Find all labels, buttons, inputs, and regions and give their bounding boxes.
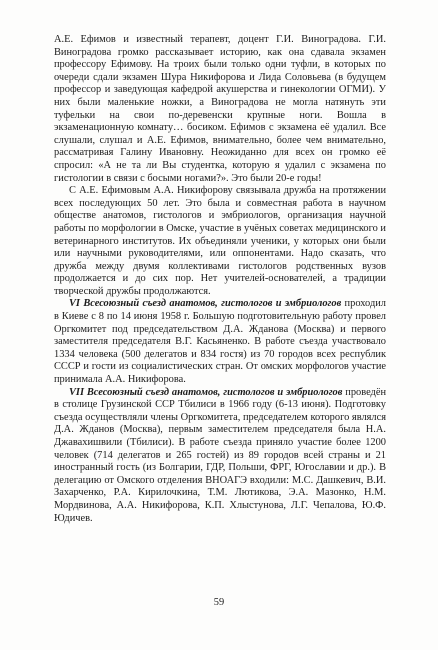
body-text bbox=[54, 34, 386, 525]
seventh-congress-heading: VII Всесоюзный съезд анатомов, гистологов и эмбриологов bbox=[69, 386, 343, 398]
paragraph-seventh-congress bbox=[54, 387, 386, 526]
paragraph-friendship: С А.Е. Ефимовым А.А. Никифорову связывала дружба на протяжении всех последующих 50 лет. Это была и совместная работа в научном обществе анатомов, гистологов и эмбриологов, организация научной работы по морфологии в Омске, участие в учёных советах медицинского и ветеринарного институтов. Их объединяли ученики, у которых они были или научными руководителями, или оппонентами. Надо сказать, что дружба между двумя коллективами гистологов родственных вузов продолжается и до сих пор. Нет учителей-основателей, а традиции творческой дружбы продолжаются. bbox=[54, 185, 386, 297]
page-number: 59 bbox=[213, 597, 225, 608]
paragraph-exam-story: А.Е. Ефимов и известный терапевт, доцент Г.И. Виноградова. Г.И. Виноградова громко рассказывает историю, как она сдавала экзамен профессору Ефимову. На троих были только одни туфли, в которых по очереди сдали экзамен Шура Никифорова и Лида Соловьева (в будущем профессор и заведующая кафедрой акушерства и гинекологии ОГМИ). У них были маленькие ножки, а Виноградова не могла натянуть эти туфельки на свои по-деревенски крупные ноги. Вошла в экзаменационную комнату… босиком. Ефимов с экзамена её удалил. Все слушали, слушал и А.Е. Ефимов, внимательно, более чем внимательно, рассматривая Галину Ивановну. Неожиданно для всех он громко её спросил: «А не та ли Вы студентка, которую я удалил с экзамена по гистологии в связи с босыми ногами?». Это были 20-е годы! bbox=[54, 34, 386, 184]
sixth-congress-heading: VI Всесоюзный съезд анатомов, гистологов и эмбриологов bbox=[69, 298, 342, 310]
paragraph-sixth-congress bbox=[54, 298, 386, 386]
sixth-congress-text: проходил в Киеве с 8 по 14 июня 1958 г. Большую подготовительную работу провел Оргкомитет под председательством Д.А. Жданова (Москва) и первого заместителя председателя В.Г. Касьяненко. В работе съезда участвовало 1334 человека (500 делегатов и 834 гостя) из 70 городов всех республик СССР и гости из социалистических стран. От омских морфологов участие принимала А.А. Никифорова. bbox=[54, 298, 386, 386]
seventh-congress-text: проведён в столице Грузинской ССР Тбилиси в 1966 году (6-13 июня). Подготовку съезда осуществляли члены Оргкомитета, председателем которого являлся Д.А. Жданов (Москва), первым заместителем председателя была Н.А. Джавахишвили (Тбилиси). В работе съезда приняло участие более 1200 человек (714 делегатов и 265 гостей) из 89 городов всей страны и 21 иностранный гость (из Болгарии, ГДР, Польши, ФРГ, Югославии и др.). В делегацию от Омского отделения ВНОАГЭ входили: М.С. Дашкевич, В.И. Захарченко, Р.А. Кирилочкина, Т.М. Лютикова, Э.А. Мазонко, Н.М. Мордвинова, А.А. Никифорова, К.П. Хлыстунова, Л.Г. Чепалова, Ю.Ф. Юдичев. bbox=[54, 386, 386, 524]
